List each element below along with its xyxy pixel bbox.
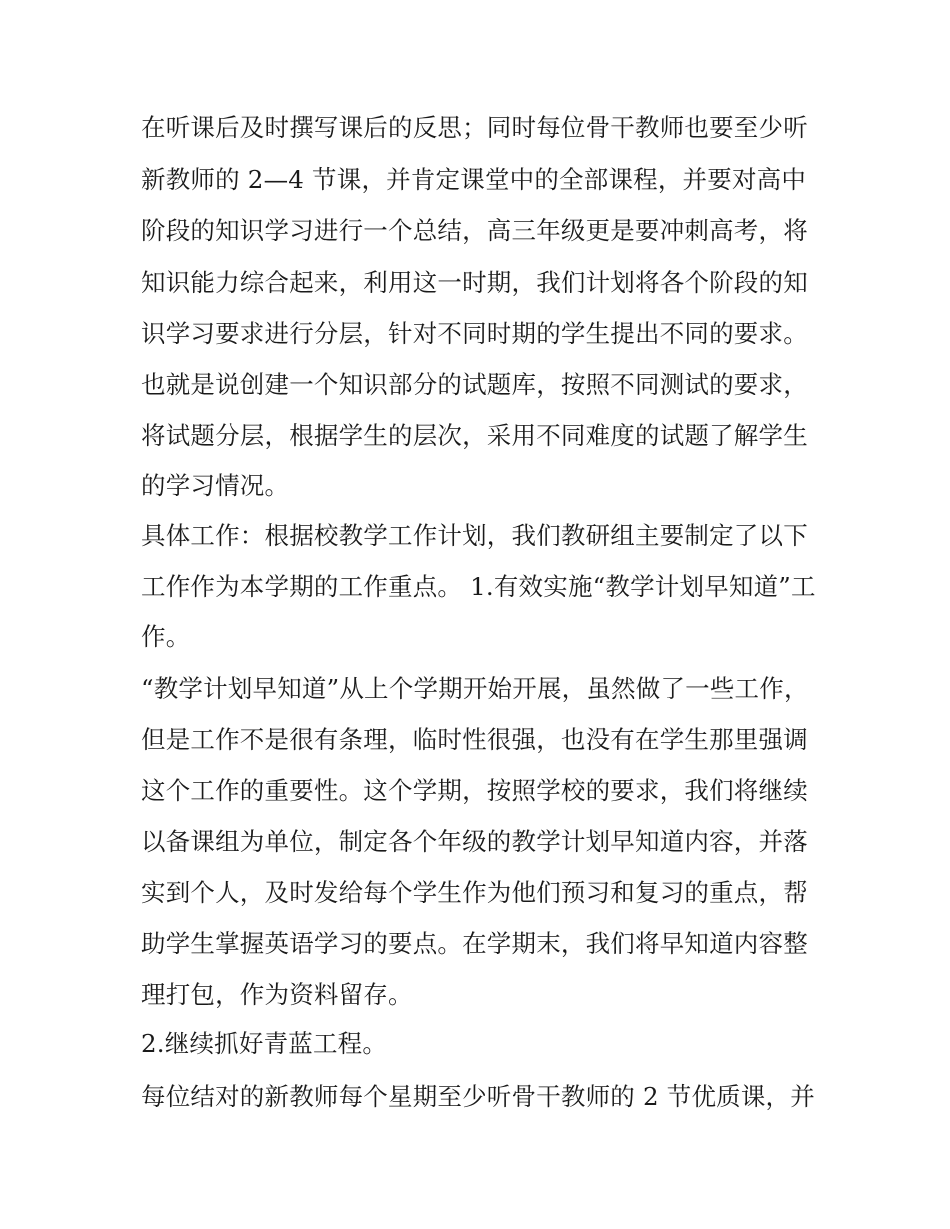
text-line: 具体工作：根据校教学工作计划，我们教研组主要制定了以下: [141, 521, 808, 550]
text-line: 将试题分层，根据学生的层次，采用不同难度的试题了解学生: [141, 421, 808, 450]
text-line: 识学习要求进行分层，针对不同时期的学生提出不同的要求。: [141, 319, 808, 348]
text-line: 作。: [141, 622, 191, 651]
text-line: 以备课组为单位，制定各个年级的教学计划早知道内容，并落: [141, 827, 808, 856]
text-line: 2.继续抓好青蓝工程。: [141, 1029, 388, 1058]
text-line: 助学生掌握英语学习的要点。在学期末，我们将早知道内容整: [141, 929, 808, 958]
text-line: 这个工作的重要性。这个学期，按照学校的要求，我们将继续: [141, 776, 808, 805]
text-line: 阶段的知识学习进行一个总结，高三年级更是要冲刺高考，将: [141, 216, 808, 245]
text-line: 也就是说创建一个知识部分的试题库，按照不同测试的要求，: [141, 370, 808, 399]
text-line: 知识能力综合起来，利用这一时期，我们计划将各个阶段的知: [141, 268, 808, 297]
text-line: 每位结对的新教师每个星期至少听骨干教师的 2 节优质课，并: [141, 1082, 815, 1111]
text-line: 但是工作不是很有条理，临时性很强，也没有在学生那里强调: [141, 725, 808, 754]
text-line: 在听课后及时撰写课后的反思；同时每位骨干教师也要至少听: [141, 113, 808, 142]
text-line: 工作作为本学期的工作重点。 1.有效实施“教学计划早知道”工: [141, 572, 816, 601]
text-line: 的学习情况。: [141, 471, 290, 500]
text-line: 实到个人，及时发给每个学生作为他们预习和复习的重点，帮: [141, 878, 808, 907]
text-line: 理打包，作为资料留存。: [141, 980, 413, 1009]
text-line: “教学计划早知道”从上个学期开始开展，虽然做了一些工作，: [141, 674, 809, 703]
text-line: 新教师的 2—4 节课，并肯定课堂中的全部课程，并要对高中: [141, 165, 807, 194]
